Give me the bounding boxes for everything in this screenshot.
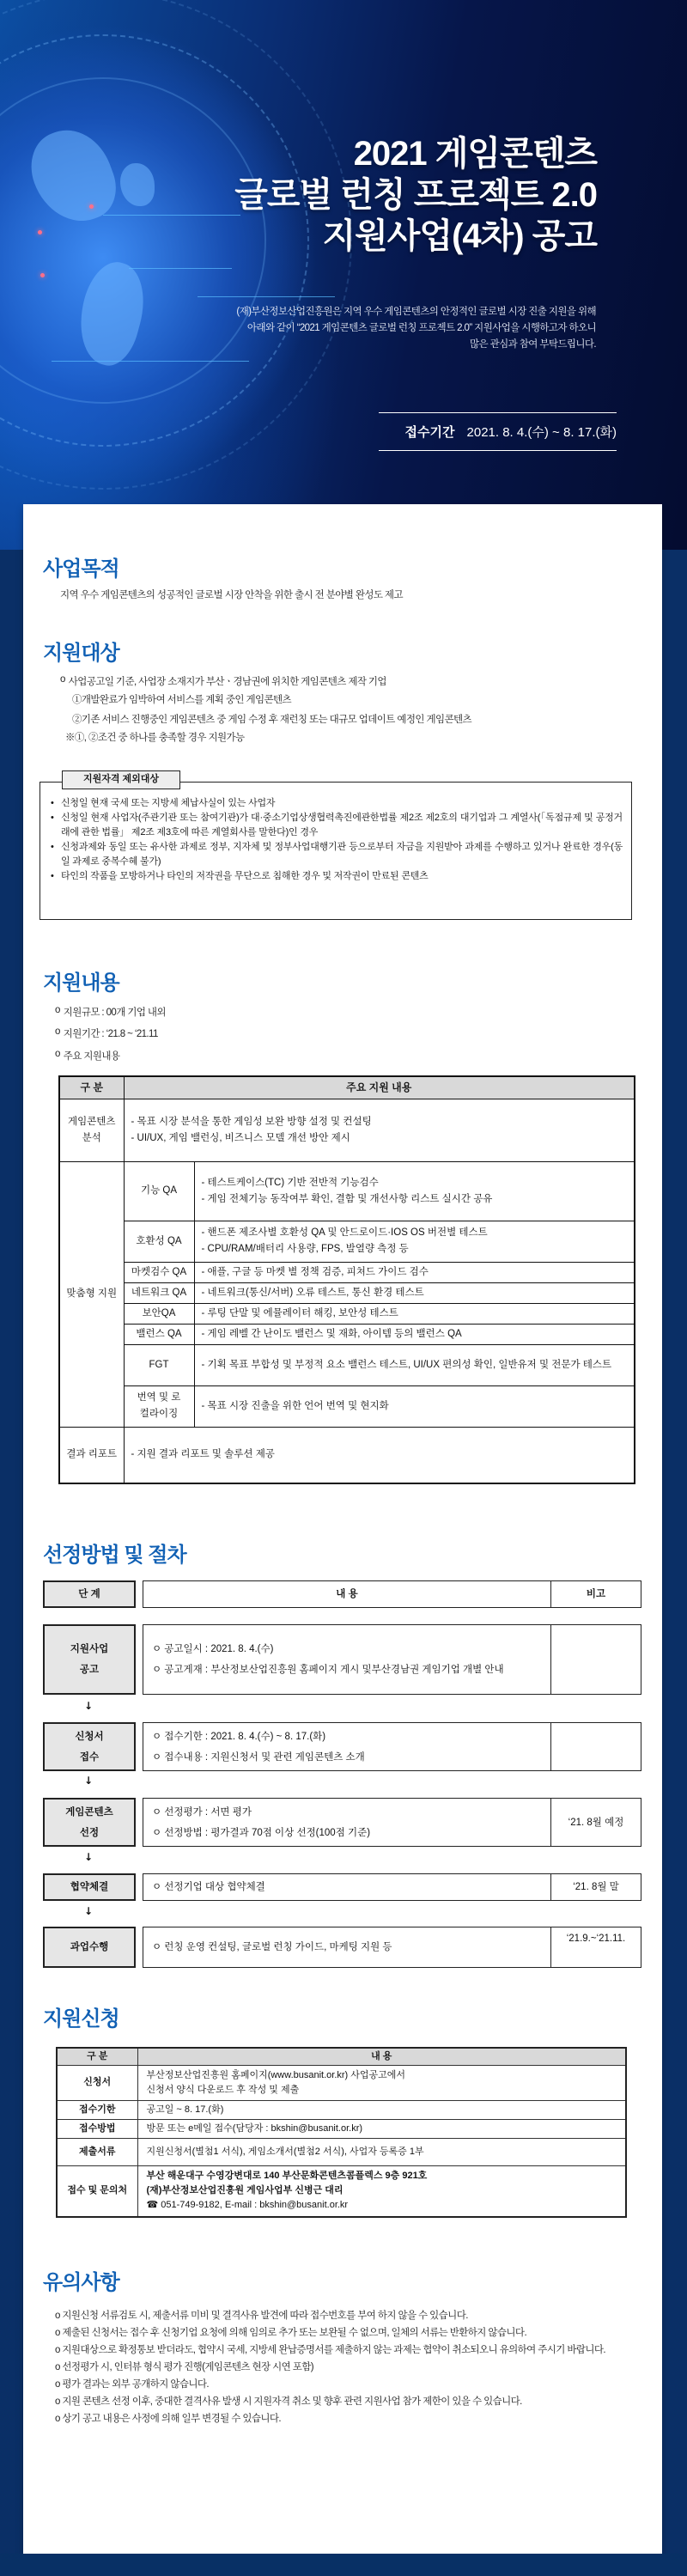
excluded-item: • 타인의 작품을 모방하거나 타인의 저작권을 무단으로 침해한 경우 및 저작권이 만료된 콘텐츠 bbox=[51, 869, 623, 884]
support-content-table bbox=[58, 1075, 635, 1484]
step-note: ‘21. 8월 말 bbox=[573, 1882, 619, 1892]
step-line: ㅇ 선정기업 대상 협약체결 bbox=[152, 1882, 265, 1892]
excluded-item: • 신청일 현재 사업자(주관기관 또는 참여기관)가 대·중소기업상생협력촉진에관한법률 제2조 제2호의 대기업과 그 계열사(「독점규제 및 공정거래에 관한 법률」 제2조 제3호에 따른 계열회사를 말한다)인 경우 bbox=[51, 811, 623, 840]
excluded-box bbox=[40, 782, 632, 920]
excluded-item: • 신청과제와 동일 또는 유사한 과제로 정부, 지자체 및 정부사업대행기관 등으로부터 자금을 지원받아 과제를 수행하고 있거나 완료한 경우(동일 과제로 중복수혜 불가) bbox=[51, 840, 623, 869]
stage-label: 지원사업 bbox=[70, 1644, 109, 1654]
category-cell: 게임콘텐츠 분석 bbox=[59, 1099, 124, 1161]
table-header-row bbox=[57, 2048, 626, 2065]
content-line bbox=[55, 1005, 166, 1019]
application-table bbox=[56, 2047, 627, 2218]
content-line-text: 지원규모 : 00개 기업 내외 bbox=[63, 1008, 166, 1018]
step-content bbox=[143, 1873, 641, 1901]
content-line: - 지원 결과 리포트 및 솔루션 제공 bbox=[131, 1449, 275, 1460]
content-cell bbox=[194, 1324, 635, 1344]
hero-description bbox=[227, 304, 596, 353]
note-text: 지원신청 서류검토 시, 제출서류 미비 및 결격사유 발견에 따라 접수번호를 부여 하지 않을 수 있습니다. bbox=[62, 2311, 468, 2321]
bullet-icon: o bbox=[55, 2396, 60, 2407]
content-line: - 목표 시장 분석을 통한 게임성 보완 방향 설정 및 컨설팅 bbox=[131, 1116, 372, 1127]
description-line: (재)부산정보산업진흥원은 지역 우수 게임콘텐츠의 안정적인 글로벌 시장 진출 지원을 위해 bbox=[236, 307, 596, 317]
stage-label: 게임콘텐츠 bbox=[65, 1806, 113, 1818]
content-cell bbox=[194, 1221, 635, 1262]
target-item: ②기존 서비스 진행중인 게임콘텐츠 중 게임 수정 후 재런칭 또는 대규모 업데이트 예정인 게임콘텐츠 bbox=[72, 715, 471, 725]
step-lines bbox=[143, 1927, 551, 1967]
row-value: 방문 또는 e메일 접수(담당자 : bkshin@busanit.or.kr) bbox=[137, 2119, 626, 2138]
circuit-line-decoration bbox=[103, 215, 240, 216]
note-item bbox=[55, 2410, 639, 2427]
step-line: ㅇ 접수내용 : 지원신청서 및 관련 게임콘텐츠 소개 bbox=[152, 1751, 365, 1763]
target-main-text: 사업공고일 기준, 사업장 소재지가 부산ㆍ경남권에 위치한 게임콘텐츠 제작 기업 bbox=[68, 677, 386, 687]
stage-label: 공고 bbox=[79, 1665, 100, 1675]
note-item bbox=[55, 2393, 639, 2410]
content-header-label: 내 용 bbox=[143, 1581, 551, 1607]
excluded-box-label: 지원자격 제외대상 bbox=[62, 770, 180, 789]
row-value bbox=[137, 2065, 626, 2100]
notes-list bbox=[55, 2307, 639, 2427]
value-line: 신청서 양식 다운로드 후 작성 및 제출 bbox=[146, 2084, 300, 2095]
period-value: 2021. 8. 4.(수) ~ 8. 17.(화) bbox=[466, 425, 617, 440]
note-item bbox=[55, 2307, 639, 2324]
table-row bbox=[59, 1385, 635, 1427]
step-lines bbox=[143, 1799, 551, 1846]
subcategory-cell: FGT bbox=[124, 1344, 194, 1385]
content-line: - 게임 전체기능 동작여부 확인, 결함 및 개선사항 리스트 실시간 공유 bbox=[201, 1193, 493, 1204]
content-cell bbox=[194, 1385, 635, 1427]
procedure-step bbox=[43, 1798, 641, 1847]
table-header: 내 용 bbox=[137, 2048, 626, 2065]
step-content bbox=[143, 1722, 641, 1771]
content-line: - 테스트케이스(TC) 기반 전반적 기능검수 bbox=[201, 1177, 379, 1188]
procedure-header-row bbox=[43, 1580, 641, 1608]
step-line: ㅇ 선정평가 : 서면 평가 bbox=[152, 1806, 252, 1818]
stage-header: 단 계 bbox=[43, 1580, 136, 1608]
step-note: ‘21. 8월 예정 bbox=[568, 1817, 624, 1828]
content-cell bbox=[194, 1303, 635, 1324]
value-line: 부산정보산업진흥원 홈페이지(www.busanit.or.kr) 사업공고에서 bbox=[146, 2069, 406, 2080]
subcategory-cell: 기능 QA bbox=[124, 1161, 194, 1221]
table-row bbox=[59, 1161, 635, 1221]
bullet-icon: o bbox=[55, 1049, 60, 1059]
table-row bbox=[57, 2138, 626, 2165]
note-item bbox=[55, 2359, 639, 2376]
section-heading-apply: 지원신청 bbox=[43, 2007, 119, 2031]
note-text: 지원대상으로 확정통보 받더라도, 협약시 국세, 지방세 완납증명서를 제출하지 않는 과제는 협약이 취소되오니 유의하여 주시기 바랍니다. bbox=[62, 2345, 606, 2355]
procedure-step bbox=[43, 1624, 641, 1695]
bullet-icon: o bbox=[55, 2345, 60, 2355]
table-row bbox=[59, 1427, 635, 1483]
procedure-step bbox=[43, 1722, 641, 1771]
table-row bbox=[57, 2065, 626, 2100]
table-row bbox=[59, 1282, 635, 1303]
content-line bbox=[55, 1026, 158, 1040]
period-label: 접수기간 bbox=[404, 425, 455, 440]
address-line: 부산 해운대구 수영강변대로 140 부산문화콘텐츠콤플렉스 9층 921호 bbox=[146, 2171, 428, 2182]
section-heading-target: 지원대상 bbox=[43, 642, 119, 665]
circuit-line-decoration bbox=[129, 268, 232, 269]
content-line bbox=[55, 1049, 119, 1063]
row-label: 접수방법 bbox=[57, 2119, 137, 2138]
step-lines bbox=[143, 1874, 551, 1900]
content-line: - CPU/RAM/배터리 사용량, FPS, 발열량 측정 등 bbox=[201, 1244, 409, 1254]
step-line: ㅇ 공고일시 : 2021. 8. 4.(수) bbox=[152, 1644, 274, 1654]
glow-dot-decoration bbox=[89, 204, 94, 209]
table-header: 주요 지원 내용 bbox=[124, 1076, 635, 1099]
circuit-line-decoration bbox=[52, 361, 249, 362]
step-content bbox=[143, 1798, 641, 1847]
subcategory-cell: 보안QA bbox=[124, 1303, 194, 1324]
stage-cell: 협약체결 bbox=[43, 1873, 136, 1901]
glow-dot-decoration bbox=[40, 273, 45, 277]
category-cell: 결과 리포트 bbox=[59, 1427, 124, 1483]
row-label: 제출서류 bbox=[57, 2138, 137, 2165]
bullet-icon: o bbox=[55, 1005, 60, 1015]
table-row bbox=[57, 2165, 626, 2217]
note-item bbox=[55, 2376, 639, 2393]
table-row bbox=[59, 1221, 635, 1262]
step-note bbox=[551, 1723, 641, 1770]
step-content bbox=[143, 1927, 641, 1968]
footer-band bbox=[0, 2554, 687, 2576]
stage-cell bbox=[43, 1624, 136, 1695]
content-line-text: 주요 지원내용 bbox=[63, 1051, 120, 1062]
note-item bbox=[55, 2324, 639, 2342]
step-content bbox=[143, 1624, 641, 1695]
circuit-line-decoration bbox=[198, 296, 335, 297]
content-header bbox=[143, 1580, 641, 1608]
subcategory-cell: 번역 및 로컬라이징 bbox=[124, 1385, 194, 1427]
title-line: 2021 게임콘텐츠 bbox=[353, 135, 597, 173]
procedure-step bbox=[43, 1927, 641, 1968]
note-text: 제출된 신청서는 접수 후 신청기업 요청에 의해 임의로 추가 또는 보완될 수 없으며, 일체의 서류는 반환하지 않습니다. bbox=[62, 2328, 527, 2338]
application-period bbox=[379, 412, 617, 451]
note-text: 선정평가 시, 인터뷰 형식 평가 진행(게임콘텐츠 현장 시연 포함) bbox=[62, 2362, 313, 2372]
table-row bbox=[59, 1099, 635, 1161]
hero-banner bbox=[0, 0, 687, 550]
table-header-row bbox=[59, 1076, 635, 1099]
content-cell bbox=[124, 1427, 635, 1483]
table-header: 구 분 bbox=[59, 1076, 124, 1099]
content-line: - 핸드폰 제조사별 호환성 QA 및 안드로이드·IOS OS 버전별 테스트 bbox=[201, 1227, 488, 1238]
content-cell bbox=[194, 1262, 635, 1282]
step-line: ㅇ 선정방법 : 평가결과 70점 이상 선정(100점 기준) bbox=[152, 1827, 371, 1838]
content-line: - 루팅 단말 및 에뮬레이터 해킹, 보안성 테스트 bbox=[201, 1307, 398, 1318]
table-row bbox=[59, 1344, 635, 1385]
content-cell bbox=[194, 1282, 635, 1303]
phone-email-line: ☎ 051-749-9182, E-mail : bkshin@busanit.or.kr bbox=[146, 2200, 349, 2211]
step-line: ㅇ 공고게재 : 부산정보산업진흥원 홈페이지 게시 및부산경남권 게임기업 개별 안내 bbox=[152, 1665, 504, 1675]
content-line: - 네트워크(통신/서버) 오류 테스트, 통신 환경 테스트 bbox=[201, 1287, 424, 1298]
stage-label: 선정 bbox=[79, 1827, 100, 1838]
note-text: 상기 공고 내용은 사정에 의해 일부 변경될 수 있습니다. bbox=[62, 2414, 281, 2424]
row-label: 신청서 bbox=[57, 2065, 137, 2100]
arrow-down-icon: ↓ bbox=[84, 1905, 94, 1917]
subcategory-cell: 호환성 QA bbox=[124, 1221, 194, 1262]
bullet-icon: o bbox=[55, 2362, 60, 2372]
table-row bbox=[59, 1303, 635, 1324]
stage-cell: 과업수행 bbox=[43, 1927, 136, 1968]
stage-cell bbox=[43, 1798, 136, 1847]
section-heading-notes: 유의사항 bbox=[43, 2271, 119, 2294]
title-line: 지원사업(4차) 공고 bbox=[322, 217, 597, 255]
step-line: ㅇ 런칭 운영 컨설팅, 글로벌 런칭 가이드, 마케팅 지원 등 bbox=[152, 1942, 392, 1952]
step-lines bbox=[143, 1723, 551, 1770]
row-value: 공고일 ~ 8. 17.(화) bbox=[137, 2100, 626, 2119]
title-line: 글로벌 런칭 프로젝트 2.0 bbox=[234, 176, 597, 214]
bullet-icon: o bbox=[55, 2379, 60, 2390]
table-header: 구 분 bbox=[57, 2048, 137, 2065]
content-line: - 목표 시장 진출을 위한 언어 번역 및 현지화 bbox=[201, 1400, 389, 1411]
description-line: 아래와 같이 “2021 게임콘텐츠 글로벌 런칭 프로젝트 2.0” 지원사업을 시행하고자 하오니 bbox=[246, 323, 596, 333]
table-row bbox=[57, 2100, 626, 2119]
bullet-icon: o bbox=[55, 2414, 60, 2424]
stage-label: 접수 bbox=[79, 1751, 100, 1763]
note-item bbox=[55, 2342, 639, 2359]
page-title bbox=[234, 133, 597, 257]
contact-person-line: (재)부산정보산업진흥원 게임사업부 신병근 대리 bbox=[146, 2185, 344, 2196]
note-text: 지원 콘텐츠 선정 이후, 중대한 결격사유 발생 시 지원자격 취소 및 향후 관련 지원사업 참가 제한이 있을 수 있습니다. bbox=[62, 2396, 522, 2407]
stage-cell bbox=[43, 1722, 136, 1771]
subcategory-cell: 마켓검수 QA bbox=[124, 1262, 194, 1282]
note-text: 평가 결과는 외부 공개하지 않습니다. bbox=[62, 2379, 210, 2390]
content-cell bbox=[124, 1099, 635, 1161]
bullet-icon: o bbox=[55, 2311, 60, 2321]
arrow-down-icon: ↓ bbox=[84, 1775, 94, 1787]
content-cell bbox=[194, 1344, 635, 1385]
step-note bbox=[551, 1625, 641, 1694]
arrow-down-icon: ↓ bbox=[84, 1700, 94, 1712]
target-main bbox=[60, 674, 386, 688]
description-line: 많은 관심과 참여 부탁드립니다. bbox=[470, 339, 596, 350]
section-heading-content: 지원내용 bbox=[43, 971, 119, 995]
section-heading-procedure: 선정방법 및 절차 bbox=[43, 1544, 186, 1567]
category-cell: 맞춤형 지원 bbox=[59, 1161, 124, 1427]
step-note: ‘21.9.~‘21.11. bbox=[566, 1934, 626, 1944]
arrow-down-icon: ↓ bbox=[84, 1851, 94, 1863]
step-line: ㅇ 접수기한 : 2021. 8. 4.(수) ~ 8. 17.(화) bbox=[152, 1731, 326, 1742]
content-line: - 게임 레벨 간 난이도 밸런스 및 재화, 아이템 등의 밸런스 QA bbox=[201, 1328, 462, 1339]
table-row bbox=[59, 1262, 635, 1282]
table-row bbox=[57, 2119, 626, 2138]
subcategory-cell: 밸런스 QA bbox=[124, 1324, 194, 1344]
target-note: ※①, ②조건 중 하나를 충족할 경우 지원가능 bbox=[65, 733, 245, 743]
content-line: - UI/UX, 게임 밸런싱, 비즈니스 모델 개선 방안 제시 bbox=[131, 1132, 350, 1143]
subcategory-cell: 네트워크 QA bbox=[124, 1282, 194, 1303]
note-header-label: 비고 bbox=[586, 1589, 606, 1599]
excluded-item: • 신청일 현재 국세 또는 지방세 체납사실이 있는 사업자 bbox=[51, 796, 623, 811]
row-value: 지원신청서(별첨1 서식), 게임소개서(별첨2 서식), 사업자 등록증 1부 bbox=[137, 2138, 626, 2165]
bullet-icon: o bbox=[60, 674, 65, 685]
row-value bbox=[137, 2165, 626, 2217]
glow-dot-decoration bbox=[38, 230, 42, 234]
bullet-icon: o bbox=[55, 1026, 60, 1037]
table-row bbox=[59, 1324, 635, 1344]
row-label: 접수 및 문의처 bbox=[57, 2165, 137, 2217]
content-line: - 기획 목표 부합성 및 부정적 요소 밸런스 테스트, UI/UX 편의성 확인, 일반유저 및 전문가 테스트 bbox=[201, 1359, 612, 1370]
content-cell bbox=[194, 1161, 635, 1221]
row-label: 접수기한 bbox=[57, 2100, 137, 2119]
purpose-text: 지역 우수 게임콘텐츠의 성공적인 글로벌 시장 안착을 위한 출시 전 분야별 완성도 제고 bbox=[60, 590, 403, 600]
content-line: - 애플, 구글 등 마켓 별 정책 검증, 피쳐드 가이드 검수 bbox=[201, 1266, 429, 1277]
step-lines bbox=[143, 1625, 551, 1694]
bullet-icon: o bbox=[55, 2328, 60, 2338]
content-line-text: 지원기간 : ‘21.8 ~ ‘21.11 bbox=[63, 1029, 158, 1039]
stage-label: 신청서 bbox=[75, 1731, 104, 1742]
procedure-step bbox=[43, 1873, 641, 1901]
section-heading-purpose: 사업목적 bbox=[43, 557, 119, 581]
target-item: ①개발완료가 임박하여 서비스를 계획 중인 게임콘텐츠 bbox=[72, 695, 292, 705]
